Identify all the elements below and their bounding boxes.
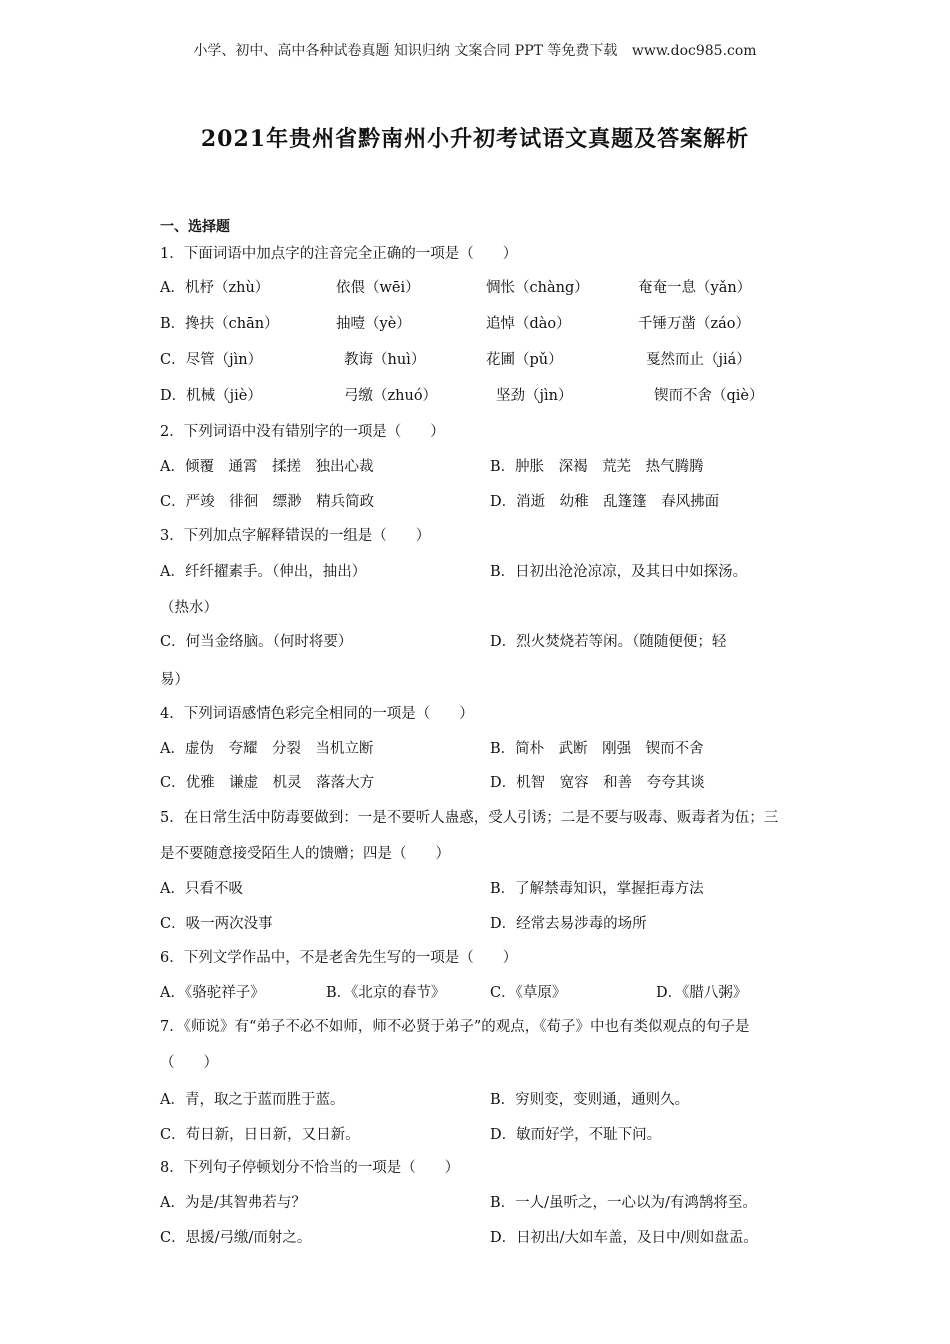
q7-d: D．敏而好学，不耻下问。 <box>490 1127 662 1143</box>
q8-row-2 <box>160 1228 810 1250</box>
q7-c: C．苟日新，日日新，又日新。 <box>160 1127 360 1143</box>
q3-d-cont: 易） <box>160 672 189 688</box>
q1-c-3: 花圃（pǔ） <box>486 352 563 368</box>
q3-b: B．日初出沧沧凉凉，及其日中如探汤。 <box>490 564 748 580</box>
q5-c: C．吸一两次没事 <box>160 916 273 932</box>
q1-option-a <box>160 278 800 300</box>
q1-option-b <box>160 314 800 336</box>
q3-b-cont: （热水） <box>160 600 218 616</box>
q2-stem: 2．下列词语中没有错别字的一项是（ ） <box>160 424 445 440</box>
q8-b: B．一人/虽听之，一心以为/有鸿鹄将至。 <box>490 1195 757 1211</box>
q7-a: A．青，取之于蓝而胜于蓝。 <box>160 1092 345 1108</box>
q5-row-1 <box>160 879 810 901</box>
q4-b: B．简朴 武断 刚强 锲而不舍 <box>490 741 704 757</box>
q7-b: B．穷则变，变则通，通则久。 <box>490 1092 690 1108</box>
q8-row-1 <box>160 1193 810 1215</box>
q1-c-2: 教诲（huì） <box>344 352 426 368</box>
q6-c: C．《草原》 <box>490 985 567 1001</box>
q2-a: A．倾覆 通霄 揉搓 独出心裁 <box>160 459 374 475</box>
section-heading: 一、选择题 <box>160 219 230 235</box>
q2-b: B．肿胀 深褐 荒芜 热气腾腾 <box>490 459 704 475</box>
q3-a: A．纤纤擢素手。（伸出，抽出） <box>160 564 367 580</box>
q4-stem: 4．下列词语感情色彩完全相同的一项是（ ） <box>160 706 474 722</box>
q5-stem: 5．在日常生活中防毒要做到：一是不要听人蛊惑，受人引诱；二是不要与吸毒、贩毒者为伍；三是不要随意接受陌生人的馈赠；四是（ ） <box>160 810 779 862</box>
q8-a: A．为是/其智弗若与？ <box>160 1195 306 1211</box>
q4-d: D．机智 宽容 和善 夸夸其谈 <box>490 775 705 791</box>
q2-c: C．严竣 徘徊 缥渺 精兵简政 <box>160 494 375 510</box>
q3-row-2 <box>160 632 810 654</box>
page-header <box>0 40 950 60</box>
q3-d: D．烈火焚烧若等闲。（随随便便；轻 <box>490 634 727 650</box>
q4-a: A．虚伪 夸耀 分裂 当机立断 <box>160 741 374 757</box>
q8-c: C．思援/弓缴/而射之。 <box>160 1230 312 1246</box>
q5-a: A．只看不吸 <box>160 881 243 897</box>
q6-a: A．《骆驼祥子》 <box>160 985 265 1001</box>
q1-c-1: C．尽管（jìn） <box>160 352 263 368</box>
q2-row-1 <box>160 457 810 479</box>
q1-a-3: 惆怅（chàng） <box>486 280 589 296</box>
q6-b: B．《北京的春节》 <box>326 985 446 1001</box>
q7-row-2 <box>160 1125 810 1147</box>
q3-c: C．何当金络脑。（何时将要） <box>160 634 353 650</box>
q1-b-3: 追悼（dào） <box>486 316 571 332</box>
q4-row-2 <box>160 773 810 795</box>
q1-a-2: 依偎（wēi） <box>336 280 420 296</box>
q1-a-1: A．机杼（zhù） <box>160 280 270 296</box>
q1-stem: 1．下面词语中加点字的注音完全正确的一项是（ ） <box>160 246 518 262</box>
q1-b-4: 千锤万凿（záo） <box>638 316 751 332</box>
q5-row-2 <box>160 914 810 936</box>
page-title: 2021年贵州省黔南州小升初考试语文真题及答案解析 <box>200 126 750 152</box>
header-text: 小学、初中、高中各种试卷真题 知识归纳 文案合同 PPT 等免费下载 <box>193 43 618 59</box>
q8-d: D．日初出/大如车盖，及日中/则如盘盂。 <box>490 1230 758 1246</box>
q6-d: D．《腊八粥》 <box>656 985 748 1001</box>
q1-c-4: 戛然而止（jiá） <box>646 352 751 368</box>
q1-d-3: 坚劲（jìn） <box>496 388 573 404</box>
q4-row-1 <box>160 739 810 761</box>
q1-option-c <box>160 350 800 372</box>
q1-d-1: D．机械（jiè） <box>160 388 262 404</box>
header-site: www.doc985.com <box>631 43 757 59</box>
q3-row-1 <box>160 562 810 584</box>
q1-d-4: 锲而不舍（qiè） <box>654 388 764 404</box>
q1-a-4: 奄奄一息（yǎn） <box>638 280 752 296</box>
q4-c: C．优雅 谦虚 机灵 落落大方 <box>160 775 375 791</box>
q2-d: D．消逝 幼稚 乱篷篷 春风拂面 <box>490 494 720 510</box>
q6-stem: 6．下列文学作品中，不是老舍先生写的一项是（ ） <box>160 950 518 966</box>
q7-row-1 <box>160 1090 810 1112</box>
q7-stem: 7．《师说》有“弟子不必不如师，师不必贤于弟子”的观点，《荀子》中也有类似观点的句子是（ ） <box>160 1019 750 1071</box>
q3-stem: 3．下列加点字解释错误的一组是（ ） <box>160 528 431 544</box>
q5-d: D．经常去易涉毒的场所 <box>490 916 647 932</box>
q5-b: B．了解禁毒知识，掌握拒毒方法 <box>490 881 704 897</box>
q2-row-2 <box>160 492 810 514</box>
q1-d-2: 弓缴（zhuó） <box>344 388 438 404</box>
q8-stem: 8．下列句子停顿划分不恰当的一项是（ ） <box>160 1160 460 1176</box>
q1-b-2: 抽噎（yè） <box>336 316 411 332</box>
q6-options <box>160 983 800 1005</box>
q1-b-1: B．搀扶（chān） <box>160 316 279 332</box>
q1-option-d <box>160 386 800 408</box>
